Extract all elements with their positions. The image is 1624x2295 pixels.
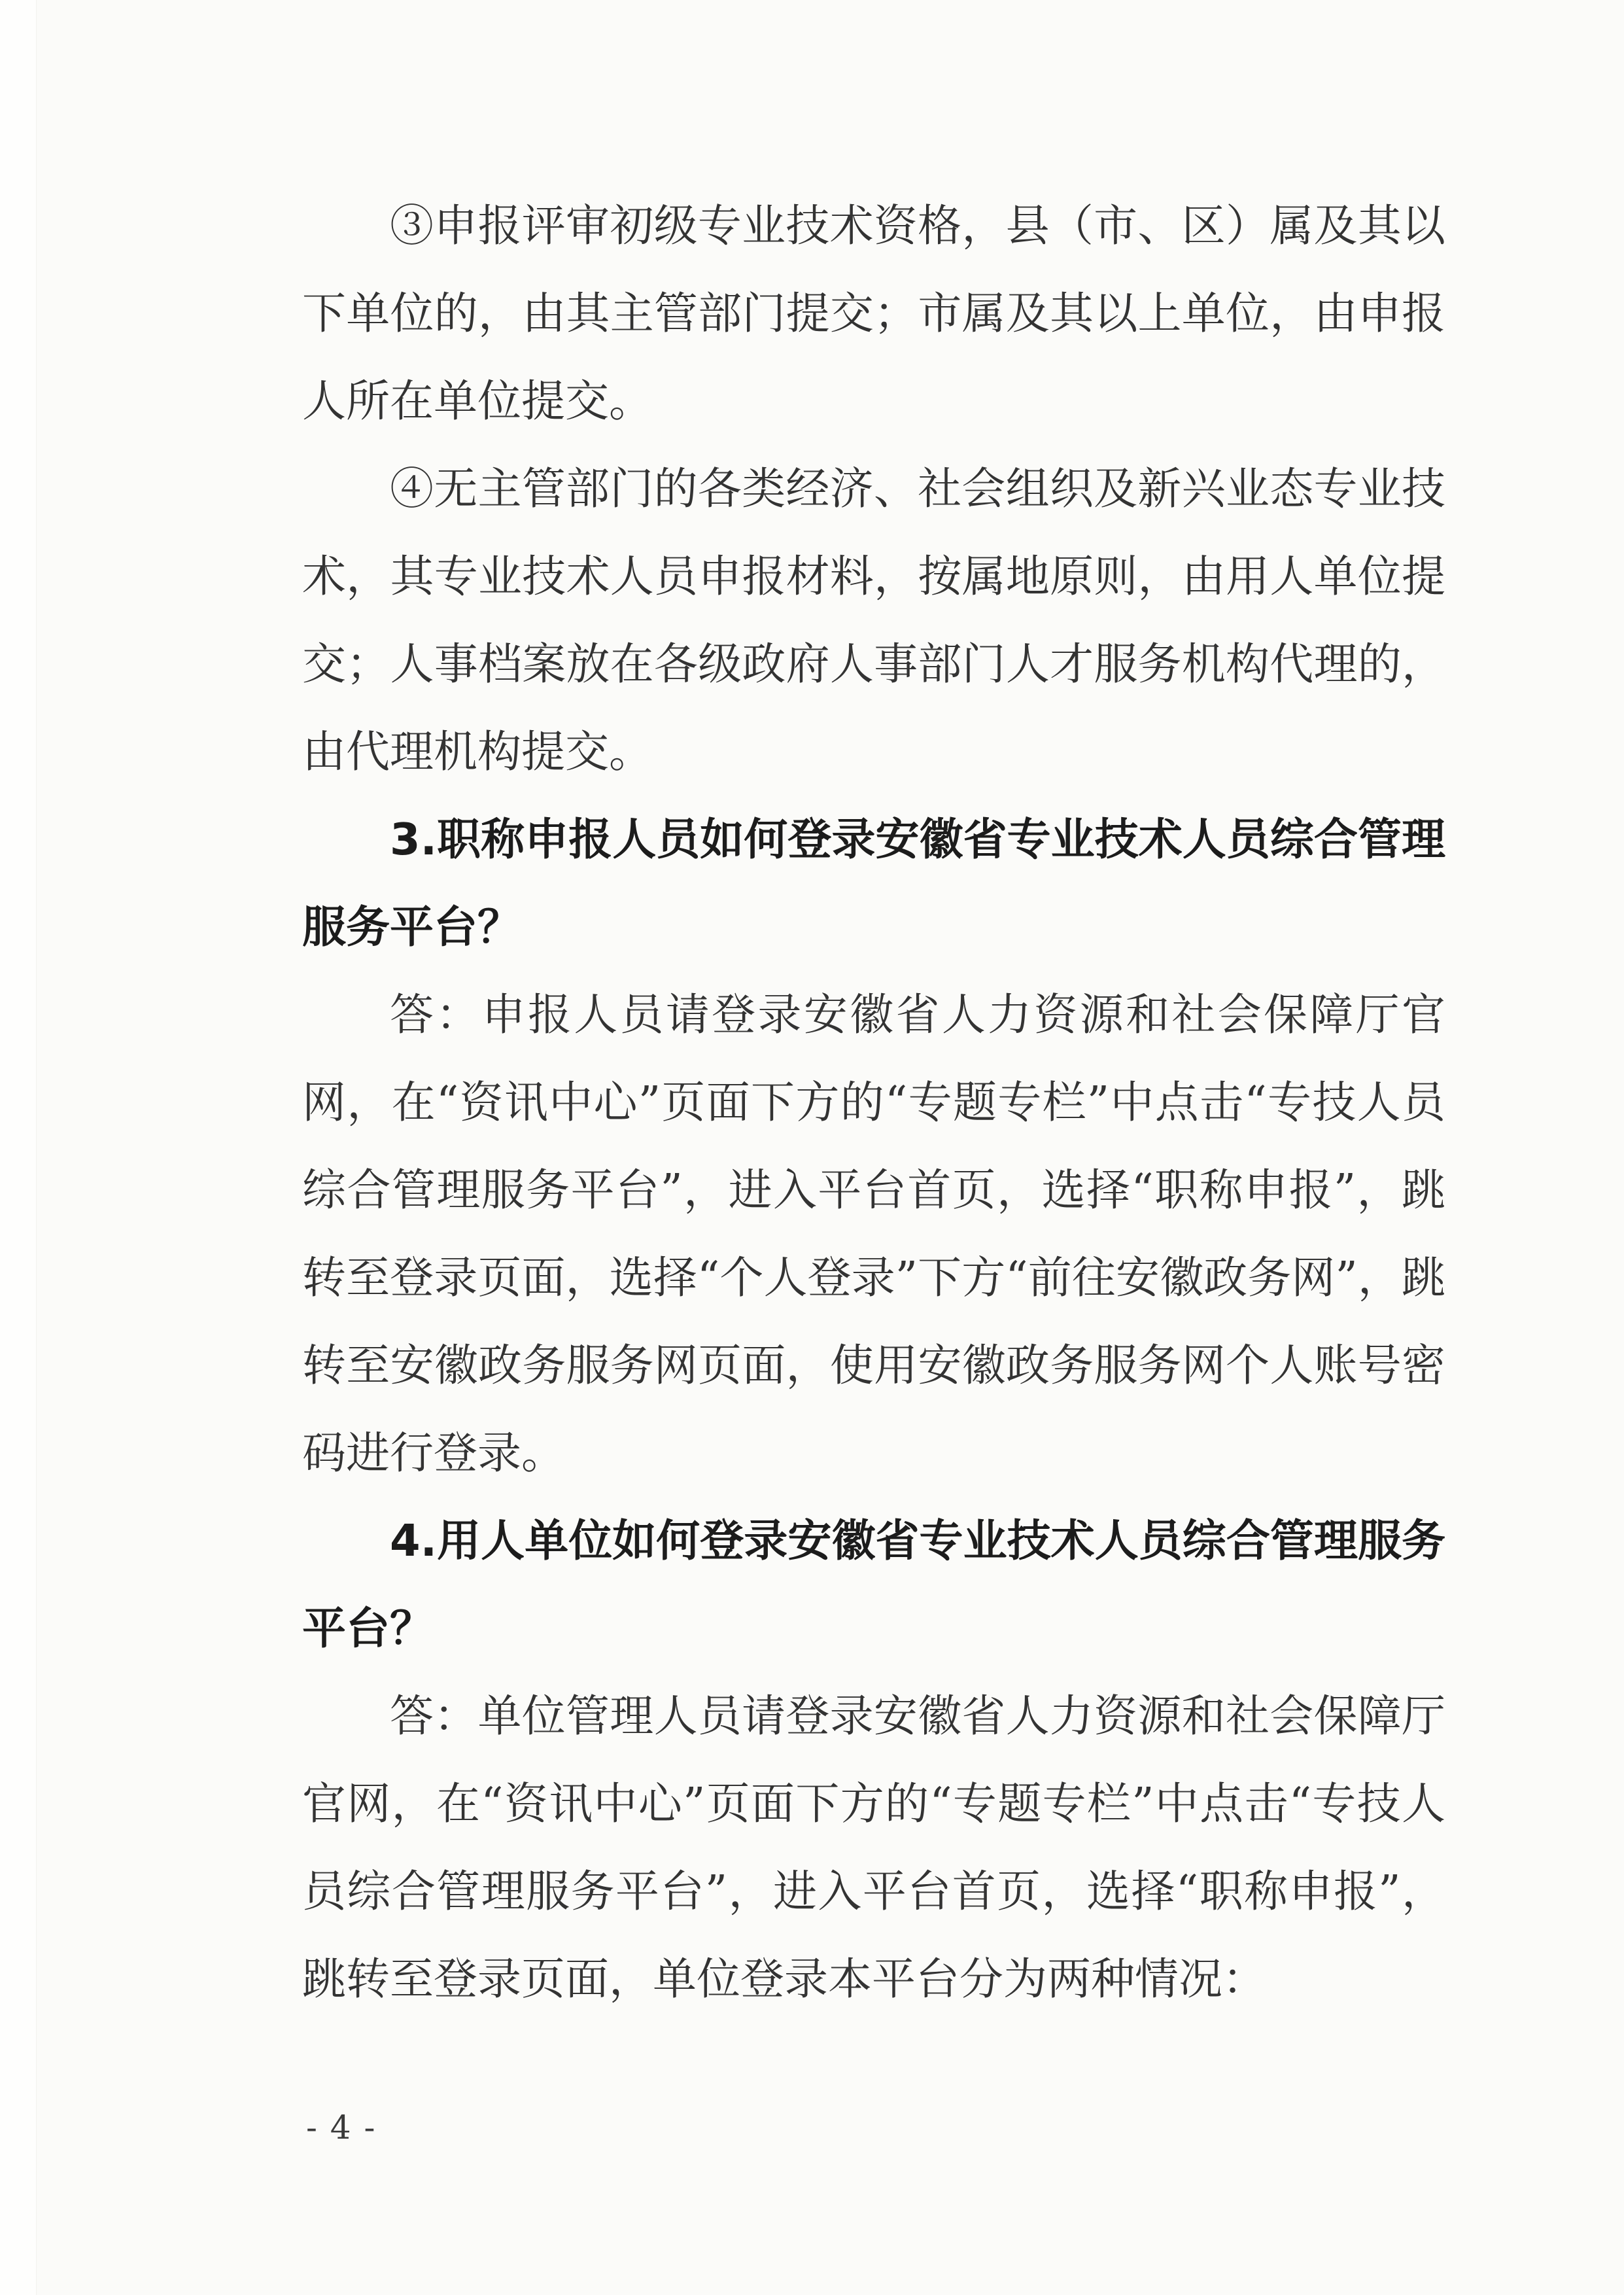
scan-edge-artifact [0, 0, 37, 2295]
paragraph-item-3: ③申报评审初级专业技术资格，县（市、区）属及其以下单位的，由其主管部门提交；市属及其以上单位，由申报人所在单位提交。 [302, 200, 1445, 427]
document-body [302, 182, 1445, 2023]
paragraph-item-4: ④无主管部门的各类经济、社会组织及新兴业态专业技术，其专业技术人员申报材料，按属地原则，由用人单位提交；人事档案放在各级政府人事部门人才服务机构代理的，由代理机构提交。 [302, 463, 1445, 777]
faq-answer-4-paragraph: 答：单位管理人员请登录安徽省人力资源和社会保障厅官网，在“资讯中心”页面下方的“专题专栏”中点击“专技人员综合管理服务平台”，进入平台首页，选择“职称申报”，跳转至登录页面，单位登录本平台分为两种情况： [302, 1691, 1445, 2005]
faq-question-3-heading: 3.职称申报人员如何登录安徽省专业技术人员综合管理服务平台？ [302, 814, 1445, 953]
faq-question-4-heading: 4.用人单位如何登录安徽省专业技术人员综合管理服务平台？ [302, 1515, 1445, 1654]
page-number: - 4 - [306, 2109, 377, 2146]
faq-answer-3-paragraph: 答：申报人员请登录安徽省人力资源和社会保障厅官网，在“资讯中心”页面下方的“专题专栏”中点击“专技人员综合管理服务平台”，进入平台首页，选择“职称申报”，跳转至登录页面，选择“个人登录”下方“前往安徽政务网”，跳转至安徽政务服务网页面，使用安徽政务服务网个人账号密码进行登录。 [302, 989, 1445, 1479]
